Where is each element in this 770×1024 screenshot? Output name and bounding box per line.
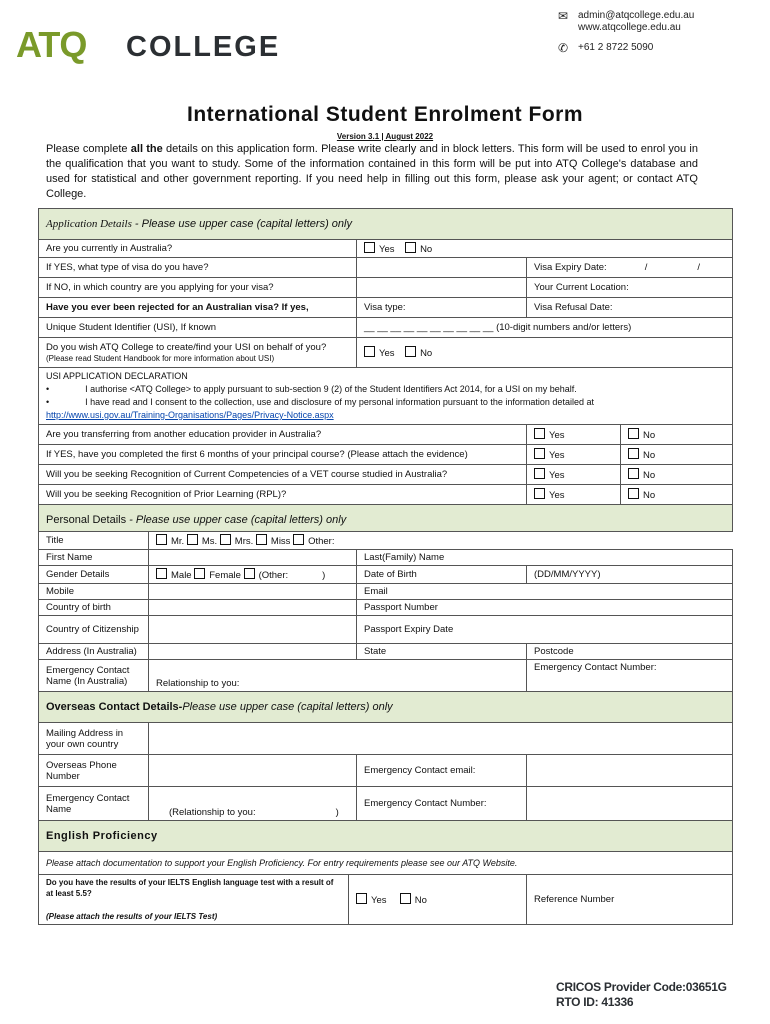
overseas-phone-label: Overseas Phone Number — [39, 755, 149, 787]
section-application-details: Application Details - Please use upper case (capital letters) only — [39, 209, 733, 240]
section-overseas-contact: Overseas Contact Details-Please use upper case (capital letters) only — [39, 692, 733, 723]
emergency-name-label: Emergency Contact Name (In Australia) — [39, 660, 149, 692]
checkbox-in-australia-no[interactable] — [405, 242, 416, 253]
overseas-emergency-number-field[interactable] — [527, 787, 733, 821]
contact-email[interactable]: admin@atqcollege.edu.au — [578, 10, 695, 21]
q-visa-country: If NO, in which country are you applying for your visa? — [39, 278, 357, 298]
checkbox-title-miss[interactable] — [256, 534, 267, 545]
checkbox-ielts-no[interactable] — [400, 893, 411, 904]
emergency-number-label: Emergency Contact Number: — [527, 660, 733, 692]
footer-codes — [556, 980, 727, 1010]
emergency-email-field[interactable] — [527, 755, 733, 787]
section-personal-details: Personal Details - Please use upper case (capital letters) only — [39, 505, 733, 532]
visa-expiry-label: Visa Expiry Date: — [534, 262, 607, 273]
checkbox-title-mr[interactable] — [156, 534, 167, 545]
mobile-field[interactable] — [149, 584, 357, 600]
usi-field[interactable]: __ __ __ __ __ __ __ __ __ __ (10-digit numbers and/or letters) — [357, 318, 733, 338]
reference-number-label: Reference Number — [527, 875, 733, 925]
address-field[interactable] — [149, 644, 357, 660]
checkbox-gender-male[interactable] — [156, 568, 167, 579]
q-visa-type: If YES, what type of visa do you have? — [39, 258, 357, 278]
relationship-label: Relationship to you: — [149, 660, 527, 692]
address-label: Address (In Australia) — [39, 644, 149, 660]
q-visa-rejected: Have you ever been rejected for an Australian visa? If yes, — [39, 298, 357, 318]
usi-declaration: USI APPLICATION DECLARATION • I authorise <ATQ College> to apply pursuant to sub-section 9 (2) of the Student Identifiers Act 2014, for a USI on my behalf. • I have read and I consent to the collection, use and disclosure of my personal information pursuant to the information detailed at http://www.usi.gov.au/Training-Organisations/Pages/Privacy-Notice.aspx — [39, 368, 733, 425]
atq-college-logo — [16, 24, 281, 66]
dob-format[interactable]: (DD/MM/YYYY) — [527, 566, 733, 584]
country-of-birth-label: Country of birth — [39, 600, 149, 616]
english-note: Please attach documentation to support your English Proficiency. For entry requirements please see our ATQ Website. — [39, 852, 733, 875]
title-label: Title — [39, 532, 149, 550]
cricos-code: CRICOS Provider Code:03651G — [556, 980, 727, 994]
visa-type-label: Visa type: — [357, 298, 527, 318]
rto-id: RTO ID: 41336 — [556, 995, 634, 1009]
usi-label: Unique Student Identifier (USI), If known — [39, 318, 357, 338]
contact-block — [558, 10, 758, 62]
dob-label: Date of Birth — [357, 566, 527, 584]
checkbox-rpl-no[interactable] — [628, 488, 639, 499]
checkbox-gender-female[interactable] — [194, 568, 205, 579]
version-label: Version 3.1 | August 2022 — [336, 132, 434, 141]
section-english-proficiency: English Proficiency — [39, 821, 733, 852]
state-label: State — [357, 644, 527, 660]
checkbox-rcc-no[interactable] — [628, 468, 639, 479]
contact-website[interactable]: www.atqcollege.edu.au — [578, 22, 681, 33]
q-rpl: Will you be seeking Recognition of Prior Learning (RPL)? — [39, 485, 527, 505]
checkbox-title-ms[interactable] — [187, 534, 198, 545]
passport-expiry-label: Passport Expiry Date — [357, 616, 733, 644]
mailing-address-label: Mailing Address in your own country — [39, 723, 149, 755]
q-in-australia: Are you currently in Australia? — [39, 240, 357, 258]
emergency-email-label: Emergency Contact email: — [357, 755, 527, 787]
envelope-icon: ✉ — [558, 9, 569, 23]
q-ielts: Do you have the results of your IELTS English language test with a result of at least 5.5? (Please attach the results of your IELTS Test) — [39, 875, 349, 925]
intro-paragraph: Please complete all the details on this application form. Please write clearly and in block letters. This form will be used to enrol you in the qualification that you want to study. Some of the information contained in this form will be put into ATQ College's database and used for statistical and other government reporting. If you need help in filling out this form, please ask your agent; or contact ATQ College. — [46, 143, 698, 200]
page-title: International Student Enrolment Form — [186, 103, 583, 126]
checkbox-rpl-yes[interactable] — [534, 488, 545, 499]
overseas-relationship-label: (Relationship to you: ) — [149, 787, 357, 821]
phone-icon: ✆ — [558, 41, 569, 55]
overseas-phone-field[interactable] — [149, 755, 357, 787]
q-rcc: Will you be seeking Recognition of Current Competencies of a VET course studied in Australia? — [39, 465, 527, 485]
first-name-label: First Name — [39, 550, 149, 566]
checkbox-rcc-yes[interactable] — [534, 468, 545, 479]
email-label: Email — [357, 584, 733, 600]
country-of-birth-field[interactable] — [149, 600, 357, 616]
checkbox-gender-other[interactable] — [244, 568, 255, 579]
q-transfer: Are you transferring from another education provider in Australia? — [39, 425, 527, 445]
privacy-notice-link[interactable]: http://www.usi.gov.au/Training-Organisations/Pages/Privacy-Notice.aspx — [46, 410, 334, 420]
first-name-field[interactable] — [149, 550, 357, 566]
last-name-label: Last(Family) Name — [357, 550, 733, 566]
checkbox-transfer-no[interactable] — [628, 428, 639, 439]
checkbox-ielts-yes[interactable] — [356, 893, 367, 904]
overseas-emergency-number-label: Emergency Contact Number: — [357, 787, 527, 821]
citizenship-field[interactable] — [149, 616, 357, 644]
visa-type-field[interactable] — [357, 258, 527, 278]
q-six-months: If YES, have you completed the first 6 months of your principal course? (Please attach the evidence) — [39, 445, 527, 465]
q-usi-create: Do you wish ATQ College to create/find your USI on behalf of you? (Please read Student Handbook for more information about USI) — [39, 338, 357, 368]
checkbox-usi-no[interactable] — [405, 346, 416, 357]
checkbox-title-mrs[interactable] — [220, 534, 231, 545]
checkbox-title-other[interactable] — [293, 534, 304, 545]
visa-refusal-label: Visa Refusal Date: — [527, 298, 733, 318]
checkbox-usi-yes[interactable] — [364, 346, 375, 357]
checkbox-six-months-yes[interactable] — [534, 448, 545, 459]
checkbox-transfer-yes[interactable] — [534, 428, 545, 439]
mobile-label: Mobile — [39, 584, 149, 600]
gender-label: Gender Details — [39, 566, 149, 584]
logo-college-text: COLLEGE — [126, 31, 281, 63]
passport-number-label: Passport Number — [357, 600, 733, 616]
contact-phone: +61 2 8722 5090 — [578, 42, 654, 53]
mailing-address-field[interactable] — [149, 723, 733, 755]
logo-atq-text: ATQ — [16, 24, 87, 65]
checkbox-six-months-no[interactable] — [628, 448, 639, 459]
overseas-emergency-name-label: Emergency Contact Name — [39, 787, 149, 821]
visa-country-field[interactable] — [357, 278, 527, 298]
current-location-label: Your Current Location: — [527, 278, 733, 298]
enrolment-form: Application Details - Please use upper case (capital letters) only Are you currently in Australia? Yes No If YES, what type of visa do you have? Visa Expiry Date: / / If NO, in which country are you applying for your visa? Your Current Location: Have you ever been rejected for an Australian visa? If yes, Visa type: Visa Refusal Date: Unique Student Identifier (USI), If known __ __ __ __ __ __ __ __ __ __ (10-digit numbers and/or letters) Do you wish ATQ College to create/find your USI on behalf of you? (Please read Student Handbook for more information about USI) Yes No USI APPLICATION DECLARATION • I authorise <ATQ College> to apply pursuant to sub-section 9 (2) of the Student Identifiers Act 2014, for a USI on my behalf. • I have read and I consent to the collection, use and disclosure of my personal information pursuant to the information detailed at http://www.usi.gov.au/Training-Organisations/Pages/Privacy-Notice.aspx Are you transferring from another education provider in Australia? Yes No If YES, have you completed the first 6 months of your principal course? (Please attach the evidence) Yes No Will you be seeking Recognition of Current Competencies of a VET course studied in Australia? Yes No Will you be seeking Recognition of Prior Learning (RPL)? Yes No Personal Details - Please use upper case (capital letters) only Title Mr. Ms. Mrs. Miss Other: First Name Last(Family) Name Gender Details Male Female (Other: ) Date of Birth (DD/MM/YYYY) Mobile Email Country of birth Passport Number Country of Citizenship Passport Expiry Date Address (In Australia) State Postcode Emergency Contact Name (In Australia) Relationship to you: Emergency Contact Number: Overseas Contact Details-Please use upper case (capital letters) only Mailing Address in your own country Overseas Phone Number Emergency Contact email: Emergency Contact Name (Relationship to you: ) Emergency Contact Number: English Proficiency Please attach documentation to support your English Proficiency. For entry requirements please see our ATQ Website. Do you have the results of your IELTS English language test with a result of at least 5.5? (Please attach the results of your IELTS Test) Yes No Reference Number — [38, 208, 732, 925]
postcode-label: Postcode — [527, 644, 733, 660]
citizenship-label: Country of Citizenship — [39, 616, 149, 644]
checkbox-in-australia-yes[interactable] — [364, 242, 375, 253]
